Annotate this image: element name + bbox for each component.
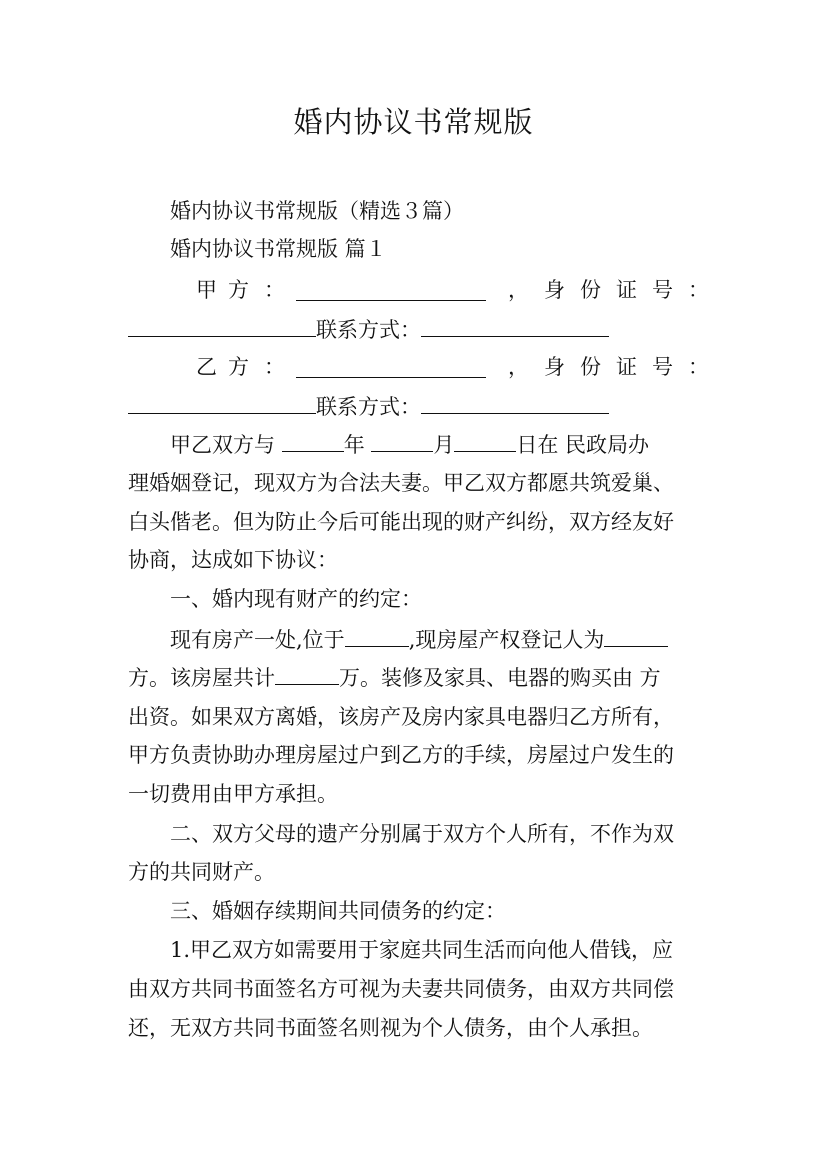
party-a-id-4: 证 xyxy=(616,278,637,302)
party-a-id-5: 号 xyxy=(652,278,673,302)
party-a-id-2: 身 xyxy=(544,278,565,302)
party-a-name-blank[interactable] xyxy=(296,278,486,301)
para2-text-c: 方。该房屋共计 xyxy=(128,666,275,690)
party-b-id-2: 身 xyxy=(544,355,565,379)
para2-line2 xyxy=(128,662,727,692)
party-a-label-3: ： xyxy=(264,278,285,302)
para2-text-d: 万。装修及家具、电器的购买由 方 xyxy=(339,666,661,690)
para1-line1 xyxy=(170,429,727,459)
para3-line3: 还，无双方共同书面签名则视为个人债务，由个人承担。 xyxy=(128,1016,653,1040)
month-blank[interactable] xyxy=(371,429,433,452)
para2-line4: 甲方负责协助办理房屋过户到乙方的手续，房屋过户发生的 xyxy=(128,743,674,767)
heading-2-line2: 方的共同财产。 xyxy=(128,860,275,884)
party-b-id-4: 证 xyxy=(616,355,637,379)
party-b-contact-blank[interactable] xyxy=(421,391,609,414)
party-b-label-3: ： xyxy=(264,355,285,379)
heading-2-line1: 二、双方父母的遗产分别属于双方个人所有，不作为双 xyxy=(170,822,674,846)
party-a-line xyxy=(196,275,735,305)
subtitle: 婚内协议书常规版（精选３篇） xyxy=(170,199,464,223)
para1-text-a: 甲乙双方与 xyxy=(170,433,275,457)
year-blank[interactable] xyxy=(282,429,344,452)
owner-blank[interactable] xyxy=(604,624,668,647)
amount-blank[interactable] xyxy=(275,662,339,685)
day-blank[interactable] xyxy=(454,429,516,452)
party-a-id-1: ， xyxy=(508,278,529,302)
party-a-label-1: 甲 xyxy=(196,278,217,302)
party-b-name-blank[interactable] xyxy=(296,355,486,378)
party-b-id-6: ： xyxy=(688,355,709,379)
para3-line2: 由双方共同书面签名方可视为夫妻共同债务，由双方共同偿 xyxy=(128,977,674,1001)
party-b-id-1: ， xyxy=(508,355,529,379)
party-b-label-1: 乙 xyxy=(196,355,217,379)
party-a-id-3: 份 xyxy=(580,278,601,302)
para2-text-b: ,现房屋产权登记人为 xyxy=(408,628,605,652)
para1-line4: 协商，达成如下协议： xyxy=(128,548,338,572)
para2-text-a: 现有房产一处,位于 xyxy=(170,628,345,652)
para1-line3: 白头偕老。但为防止今后可能出现的财产纠纷，双方经友好 xyxy=(128,510,674,534)
heading-3: 三、婚姻存续期间共同债务的约定： xyxy=(170,899,506,923)
party-b-id-blank[interactable] xyxy=(128,391,316,414)
document-title: 婚内协议书常规版 xyxy=(293,105,534,139)
party-b-id-3: 份 xyxy=(580,355,601,379)
para2-line5: 一切费用由甲方承担。 xyxy=(128,782,338,806)
party-b-line xyxy=(196,352,735,382)
party-a-label-2: 方 xyxy=(228,278,249,302)
para1-line2: 理婚姻登记，现双方为合法夫妻。甲乙双方都愿共筑爱巢、 xyxy=(128,471,674,495)
para1-month-label: 月 xyxy=(433,433,455,457)
party-a-id-blank[interactable] xyxy=(128,314,316,337)
location-blank[interactable] xyxy=(345,624,409,647)
party-a-contact-blank[interactable] xyxy=(421,314,609,337)
para2-line3: 出资。如果双方离婚，该房产及房内家具电器归乙方所有， xyxy=(128,705,674,729)
para1-year-label: 年 xyxy=(343,433,365,457)
party-a-contact-label: 联系方式： xyxy=(316,318,421,342)
party-b-label-2: 方 xyxy=(228,355,249,379)
party-b-id-5: 号 xyxy=(652,355,673,379)
party-a-contact-line xyxy=(128,314,727,344)
section-heading: 婚内协议书常规版 篇１ xyxy=(170,237,387,261)
heading-1: 一、婚内现有财产的约定： xyxy=(170,587,422,611)
party-b-contact-line xyxy=(128,391,727,421)
party-b-contact-label: 联系方式： xyxy=(316,395,421,419)
para2-line1 xyxy=(170,624,727,654)
para1-day-label: 日在 民政局办 xyxy=(516,433,650,457)
para3-line1: 1.甲乙双方如需要用于家庭共同生活而向他人借钱，应 xyxy=(170,938,674,962)
party-a-id-6: ： xyxy=(688,278,709,302)
